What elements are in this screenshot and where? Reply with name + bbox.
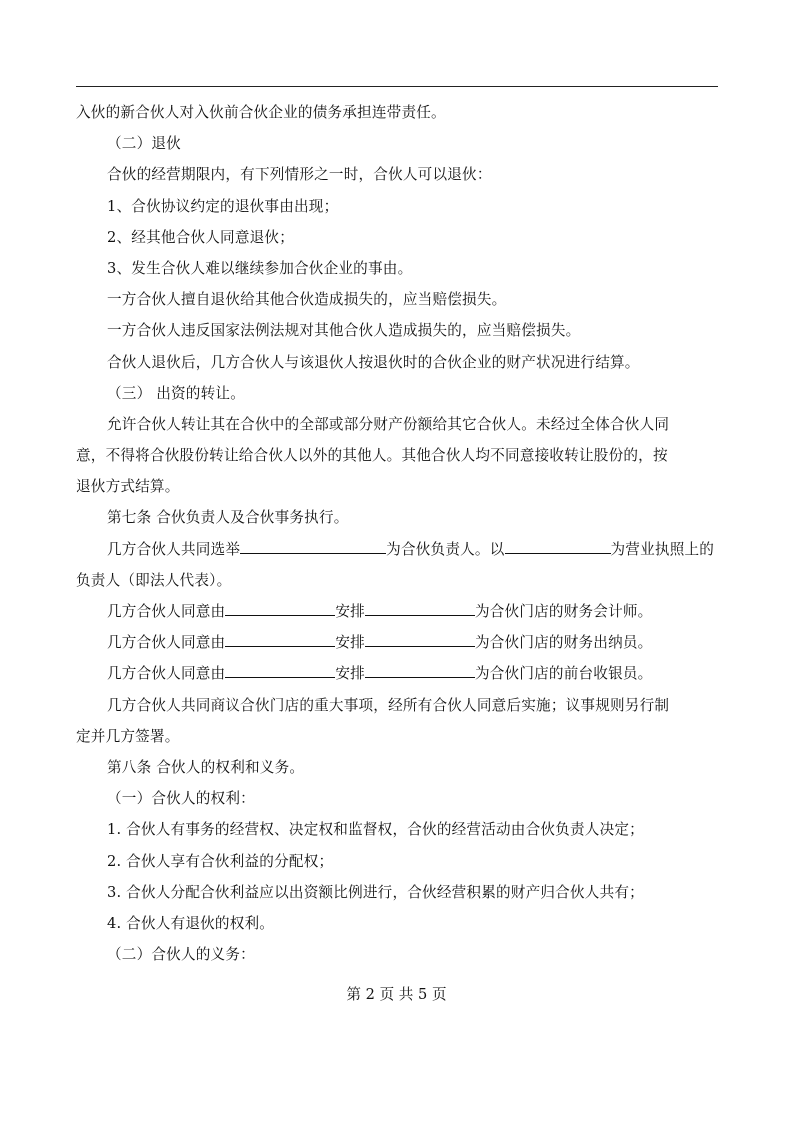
text-segment: 为营业执照上的 <box>610 540 715 558</box>
paragraph-line: 定并几方签署。 <box>76 727 180 745</box>
paragraph-line: 退伙方式结算。 <box>76 478 180 496</box>
paragraph-line: 几方合伙人共同商议合伙门店的重大事项，经所有合伙人同意后实施；议事规则另行制 <box>107 696 670 714</box>
text-segment: 几方合伙人共同选举 <box>107 540 241 558</box>
paragraph-line <box>76 627 720 658</box>
text-segment: 安排 <box>335 634 365 652</box>
document-body <box>76 97 720 970</box>
text-segment: 为合伙负责人。以 <box>386 540 505 558</box>
section-heading: （三） 出资的转让。 <box>107 384 245 402</box>
fill-in-blank[interactable] <box>365 632 475 647</box>
fill-in-blank[interactable] <box>365 601 475 616</box>
section-heading: （二）退伙 <box>107 135 181 153</box>
fill-in-blank[interactable] <box>225 632 335 647</box>
list-item: 3、发生合伙人难以继续参加合伙企业的事由。 <box>107 259 413 277</box>
text-segment: 几方合伙人同意由 <box>107 634 226 652</box>
list-item: 1. 合伙人有事务的经营权、决定权和监督权，合伙的经营活动由合伙负责人决定； <box>107 821 644 839</box>
section-heading: （二）合伙人的义务： <box>107 946 255 964</box>
paragraph-line: 负责人（即法人代表）。 <box>76 571 232 589</box>
paragraph-line: 允许合伙人转让其在合伙中的全部或部分财产份额给其它合伙人。未经过全体合伙人同 <box>107 415 670 433</box>
text-segment: 安排 <box>335 665 365 683</box>
section-heading: （一）合伙人的权利： <box>107 790 255 808</box>
list-item: 1、合伙协议约定的退伙事由出现； <box>107 197 339 215</box>
paragraph-line: 一方合伙人擅自退伙给其他合伙造成损失的，应当赔偿损失。 <box>107 291 507 309</box>
text-segment: 为合伙门店的财务出纳员。 <box>474 634 653 652</box>
paragraph-line <box>76 596 720 627</box>
fill-in-blank[interactable] <box>505 539 611 554</box>
paragraph-line: 合伙人退伙后，几方合伙人与该退伙人按退伙时的合伙企业的财产状况进行结算。 <box>107 353 640 371</box>
header-rule <box>76 86 718 87</box>
paragraph-line: 一方合伙人违反国家法例法规对其他合伙人造成损失的，应当赔偿损失。 <box>107 322 581 340</box>
text-segment: 几方合伙人同意由 <box>107 603 226 620</box>
article-heading: 第七条 合伙负责人及合伙事务执行。 <box>107 509 349 527</box>
fill-in-blank[interactable] <box>225 663 335 678</box>
fill-in-blank[interactable] <box>365 663 475 678</box>
text-segment: 为合伙门店的前台收银员。 <box>474 665 653 683</box>
paragraph-line <box>76 658 720 689</box>
paragraph-line: 合伙的经营期限内，有下列情形之一时，合伙人可以退伙： <box>107 166 492 184</box>
fill-in-blank[interactable] <box>240 539 386 554</box>
list-item: 2. 合伙人享有合伙利益的分配权； <box>107 852 334 870</box>
paragraph-line <box>76 534 720 565</box>
fill-in-blank[interactable] <box>225 601 335 616</box>
list-item: 4. 合伙人有退伙的权利。 <box>107 914 275 932</box>
list-item: 3. 合伙人分配合伙利益应以出资额比例进行，合伙经营积累的财产归合伙人共有； <box>107 883 644 901</box>
text-segment: 几方合伙人同意由 <box>107 665 226 683</box>
paragraph-line: 意，不得将合伙股份转让给合伙人以外的其他人。其他合伙人均不同意接收转让股份的，按 <box>76 447 668 465</box>
list-item: 2、经其他合伙人同意退伙； <box>107 228 295 246</box>
paragraph-line: 入伙的新合伙人对入伙前合伙企业的债务承担连带责任。 <box>76 104 446 121</box>
page-number-footer: 第 2 页 共 5 页 <box>346 986 447 1003</box>
article-heading: 第八条 合伙人的权利和义务。 <box>107 758 305 776</box>
text-segment: 安排 <box>335 603 365 620</box>
text-segment: 为合伙门店的财务会计师。 <box>474 603 653 620</box>
